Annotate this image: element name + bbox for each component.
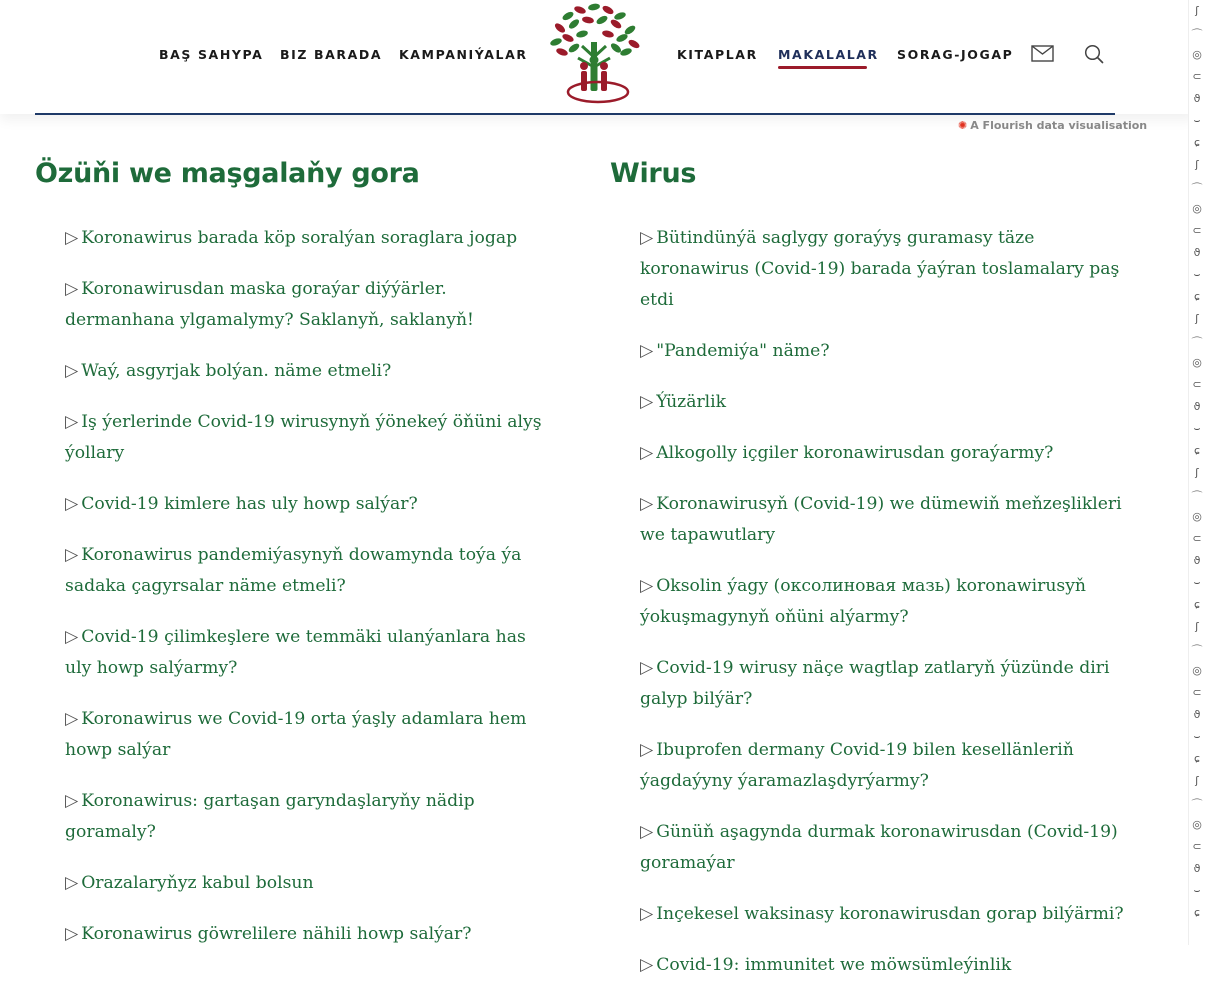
strip-ornament-icon: ʃ bbox=[1195, 158, 1199, 171]
article-link[interactable] bbox=[640, 735, 1130, 797]
nav-active-underline bbox=[778, 66, 867, 69]
triangle-bullet-icon: ▷ bbox=[65, 627, 79, 647]
article-link[interactable] bbox=[640, 438, 1130, 469]
strip-ornament-icon: ϑ bbox=[1193, 400, 1201, 413]
triangle-bullet-icon: ▷ bbox=[640, 822, 654, 842]
nav-kitaplar[interactable]: KITAPLAR bbox=[677, 47, 758, 62]
strip-ornament-icon: ◎ bbox=[1192, 664, 1202, 677]
article-link-text: Orazalaryňyz kabul bolsun bbox=[81, 873, 314, 893]
header-divider bbox=[35, 113, 1115, 115]
article-link[interactable] bbox=[640, 653, 1130, 715]
strip-ornament-icon: ɕ bbox=[1193, 752, 1201, 765]
article-link-text: Ýüzärlik bbox=[656, 392, 727, 412]
article-link[interactable] bbox=[65, 540, 555, 602]
triangle-bullet-icon: ▷ bbox=[640, 955, 654, 975]
article-link[interactable] bbox=[65, 704, 555, 766]
triangle-bullet-icon: ▷ bbox=[65, 412, 79, 432]
triangle-bullet-icon: ▷ bbox=[65, 228, 79, 248]
strip-ornament-icon: ʃ bbox=[1195, 620, 1199, 633]
strip-ornament-icon: ⊂ bbox=[1192, 686, 1202, 699]
article-link[interactable] bbox=[640, 336, 1130, 367]
article-link[interactable] bbox=[640, 223, 1130, 316]
article-link[interactable] bbox=[65, 919, 555, 950]
article-link-text: Alkogolly içgiler koronawirusdan goraýarmy? bbox=[656, 443, 1054, 463]
triangle-bullet-icon: ▷ bbox=[640, 576, 654, 596]
column-title-virus: Wirus bbox=[610, 158, 697, 189]
article-link[interactable] bbox=[65, 868, 555, 899]
triangle-bullet-icon: ▷ bbox=[640, 392, 654, 412]
strip-ornament-icon: ⌣ bbox=[1193, 730, 1201, 743]
strip-ornament-icon: ϑ bbox=[1193, 246, 1201, 259]
decorative-side-strip bbox=[1188, 0, 1205, 945]
article-link[interactable] bbox=[65, 223, 555, 254]
strip-ornament-icon: ⊂ bbox=[1192, 840, 1202, 853]
strip-ornament-icon: ⌒ bbox=[1191, 336, 1203, 349]
strip-ornament-icon: ʃ bbox=[1195, 466, 1199, 479]
article-link[interactable] bbox=[65, 274, 555, 336]
strip-ornament-icon: ◎ bbox=[1192, 818, 1202, 831]
article-link-text: Günüň aşagynda durmak koronawirusdan (Covid-19) goramaýar bbox=[640, 822, 1118, 873]
strip-ornament-icon: ϑ bbox=[1193, 92, 1201, 105]
strip-ornament-icon: ɕ bbox=[1193, 906, 1201, 919]
strip-ornament-icon: ʃ bbox=[1195, 774, 1199, 787]
strip-ornament-icon: ⌒ bbox=[1191, 644, 1203, 657]
article-link-text: Covid-19 kimlere has uly howp salýar? bbox=[81, 494, 418, 514]
tree-family-logo[interactable] bbox=[538, 2, 650, 108]
triangle-bullet-icon: ▷ bbox=[640, 341, 654, 361]
strip-ornament-icon: ⌒ bbox=[1191, 182, 1203, 195]
article-link-text: Koronawirus: gartaşan garyndaşlaryňy nädip goramaly? bbox=[65, 791, 475, 842]
article-link[interactable] bbox=[65, 407, 555, 469]
article-link[interactable] bbox=[65, 786, 555, 848]
triangle-bullet-icon: ▷ bbox=[65, 709, 79, 729]
article-link-text: Ibuprofen dermany Covid-19 bilen kesellänleriň ýagdaýyny ýaramazlaşdyrýarmy? bbox=[640, 740, 1074, 791]
article-link[interactable] bbox=[640, 899, 1130, 930]
strip-ornament-icon: ɕ bbox=[1193, 136, 1201, 149]
article-link[interactable] bbox=[640, 387, 1130, 418]
strip-ornament-icon: ◎ bbox=[1192, 356, 1202, 369]
strip-ornament-icon: ⌒ bbox=[1191, 490, 1203, 503]
triangle-bullet-icon: ▷ bbox=[65, 545, 79, 565]
article-link[interactable] bbox=[640, 817, 1130, 879]
triangle-bullet-icon: ▷ bbox=[65, 361, 79, 381]
article-link[interactable] bbox=[640, 489, 1130, 551]
strip-ornament-icon: ⊂ bbox=[1192, 224, 1202, 237]
article-link-text: Koronawirus pandemiýasynyň dowamynda toýa ýa sadaka çagyrsalar näme etmeli? bbox=[65, 545, 522, 596]
article-link[interactable] bbox=[65, 622, 555, 684]
triangle-bullet-icon: ▷ bbox=[640, 658, 654, 678]
triangle-bullet-icon: ▷ bbox=[640, 740, 654, 760]
strip-ornament-icon: ⌣ bbox=[1193, 576, 1201, 589]
mail-icon[interactable] bbox=[1031, 45, 1054, 67]
search-icon[interactable] bbox=[1084, 44, 1104, 69]
strip-ornament-icon: ⌣ bbox=[1193, 268, 1201, 281]
strip-ornament-icon: ◎ bbox=[1192, 510, 1202, 523]
strip-ornament-icon: ɕ bbox=[1193, 290, 1201, 303]
strip-ornament-icon: ◎ bbox=[1192, 202, 1202, 215]
strip-ornament-icon: ⌒ bbox=[1191, 28, 1203, 41]
article-link[interactable] bbox=[640, 950, 1130, 981]
nav-makalalar[interactable]: MAKALALAR bbox=[778, 47, 879, 62]
article-list-protect-family bbox=[65, 223, 555, 970]
article-link-text: Koronawirus barada köp soralýan soraglara jogap bbox=[81, 228, 518, 248]
strip-ornament-icon: ⊂ bbox=[1192, 70, 1202, 83]
nav-kampaniyalar[interactable]: KAMPANIÝALAR bbox=[399, 47, 528, 62]
flourish-badge[interactable]: ✺ A Flourish data visualisation bbox=[958, 119, 1148, 132]
strip-ornament-icon: ɕ bbox=[1193, 444, 1201, 457]
article-link-text: Covid-19 wirusy näçe wagtlap zatlaryň ýüzünde diri galyp bilýär? bbox=[640, 658, 1110, 709]
triangle-bullet-icon: ▷ bbox=[65, 279, 79, 299]
triangle-bullet-icon: ▷ bbox=[640, 228, 654, 248]
strip-ornament-icon: ⊂ bbox=[1192, 378, 1202, 391]
strip-ornament-icon: ϑ bbox=[1193, 862, 1201, 875]
article-link-text: Koronawirus we Covid-19 orta ýaşly adamlara hem howp salýar bbox=[65, 709, 527, 760]
article-link-text: Inçekesel waksinasy koronawirusdan gorap bilýärmi? bbox=[656, 904, 1124, 924]
triangle-bullet-icon: ▷ bbox=[65, 791, 79, 811]
article-link-text: Covid-19: immunitet we möwsümleýinlik bbox=[656, 955, 1012, 975]
strip-ornament-icon: ⌒ bbox=[1191, 798, 1203, 811]
strip-ornament-icon: ɕ bbox=[1193, 598, 1201, 611]
triangle-bullet-icon: ▷ bbox=[65, 924, 79, 944]
strip-ornament-icon: ⌣ bbox=[1193, 422, 1201, 435]
strip-ornament-icon: ⌣ bbox=[1193, 884, 1201, 897]
article-link-text: Koronawirusyň (Covid-19) we dümewiň meňzeşlikleri we tapawutlary bbox=[640, 494, 1122, 545]
triangle-bullet-icon: ▷ bbox=[640, 443, 654, 463]
article-link-text: Koronawirusdan maska goraýar diýýärler. dermanhana ylgamalymy? Saklanyň, saklanyň! bbox=[65, 279, 474, 330]
article-link-text: Bütindünýä saglygy goraýyş guramasy täze koronawirus (Covid-19) barada ýaýran toslamalary paş etdi bbox=[640, 228, 1120, 310]
article-link[interactable] bbox=[65, 489, 555, 520]
strip-ornament-icon: ϑ bbox=[1193, 554, 1201, 567]
article-link-text: Oksolin ýagy (оксолиновая мазь) koronawirusyň ýokuşmagynyň oňüni alýarmy? bbox=[640, 576, 1086, 627]
strip-ornament-icon: ϑ bbox=[1193, 708, 1201, 721]
article-link[interactable] bbox=[65, 356, 555, 387]
triangle-bullet-icon: ▷ bbox=[640, 494, 654, 514]
strip-ornament-icon: ⊂ bbox=[1192, 532, 1202, 545]
article-link-text: Iş ýerlerinde Covid-19 wirusynyň ýönekeý öňüni alyş ýollary bbox=[65, 412, 542, 463]
triangle-bullet-icon: ▷ bbox=[640, 904, 654, 924]
article-link-text: Waý, asgyrjak bolýan. näme etmeli? bbox=[81, 361, 392, 381]
strip-ornament-icon: ⌣ bbox=[1193, 114, 1201, 127]
article-link[interactable] bbox=[640, 571, 1130, 633]
strip-ornament-icon: ʃ bbox=[1195, 312, 1199, 325]
article-list-virus bbox=[640, 223, 1130, 1001]
nav-sorag-jogap[interactable]: SORAG-JOGAP bbox=[897, 47, 1014, 62]
nav-bas-sahypa[interactable]: BAŞ SAHYPA bbox=[159, 47, 264, 62]
column-title-protect-family: Özüňi we maşgalaňy gora bbox=[35, 158, 420, 189]
triangle-bullet-icon: ▷ bbox=[65, 494, 79, 514]
article-link-text: "Pandemiýa" näme? bbox=[656, 341, 830, 361]
article-link-text: Koronawirus göwrelilere nähili howp salýar? bbox=[81, 924, 472, 944]
strip-ornament-icon: ʃ bbox=[1195, 4, 1199, 17]
flourish-star-icon: ✺ bbox=[958, 119, 968, 132]
article-link-text: Covid-19 çilimkeşlere we temmäki ulanýanlara has uly howp salýarmy? bbox=[65, 627, 526, 678]
nav-biz-barada[interactable]: BIZ BARADA bbox=[280, 47, 383, 62]
strip-ornament-icon: ◎ bbox=[1192, 48, 1202, 61]
triangle-bullet-icon: ▷ bbox=[65, 873, 79, 893]
